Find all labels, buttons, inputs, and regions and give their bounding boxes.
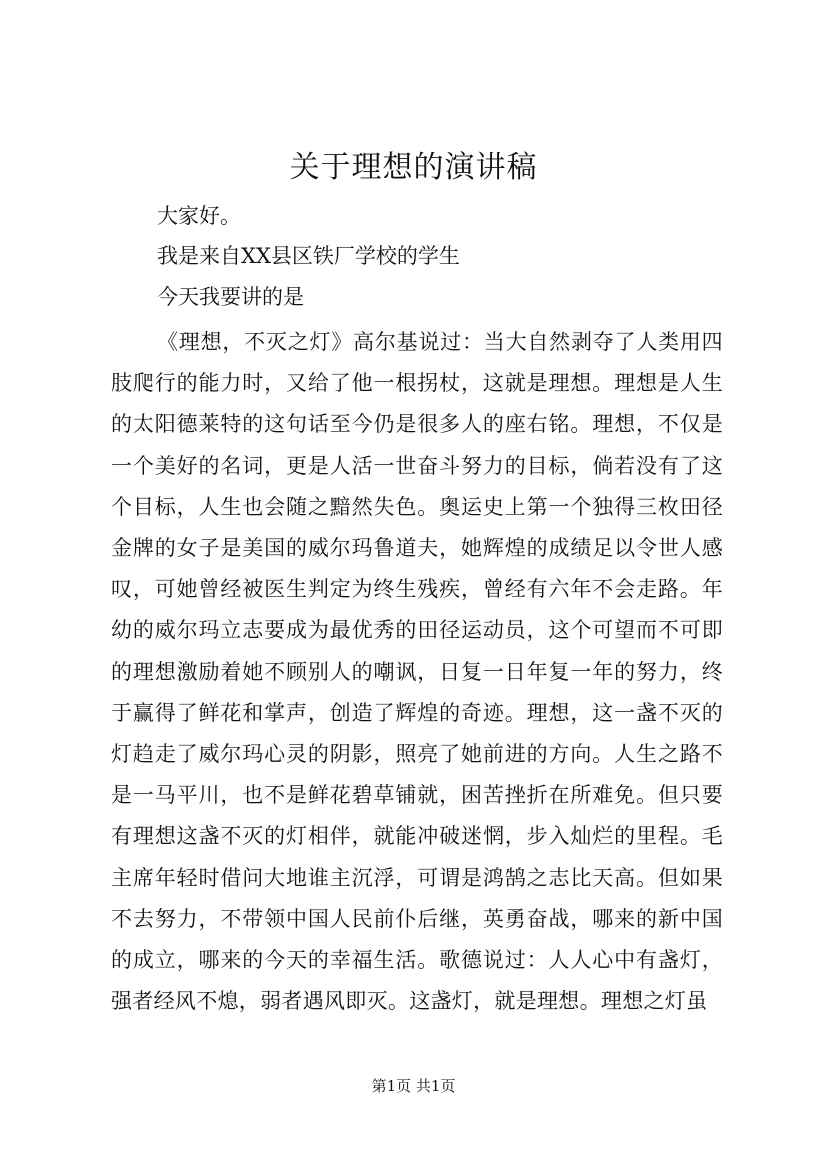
body-paragraph: 《理想，不灭之灯》高尔基说过：当大自然剥夺了人类用四肢爬行的能力时，又给了他一根拐杖，这就是理想。理想是人生的太阳德莱特的这句话至今仍是很多人的座右铭。理想，不仅是一个美好的名词，更是人活一世奋斗努力的目标，倘若没有了这个目标，人生也会随之黯然失色。奥运史上第一个独得三枚田径金牌的女子是美国的威尔玛鲁道夫，她辉煌的成绩足以令世人感叹，可她曾经被医生判定为终生残疾，曾经有六年不会走路。年幼的威尔玛立志要成为最优秀的田径运动员，这个可望而不可即的理想激励着她不顾别人的嘲讽，日复一日年复一年的努力，终于赢得了鲜花和掌声，创造了辉煌的奇迹。理想，这一盏不灭的灯趋走了威尔玛心灵的阴影，照亮了她前进的方向。人生之路不是一马平川，也不是鲜花碧草铺就，困苦挫折在所难免。但只要有理想这盏不灭的灯相伴，就能冲破迷惘，步入灿烂的里程。毛主席年轻时借问大地谁主沉浮，可谓是鸿鹄之志比天高。但如果不去努力，不带领中国人民前仆后继，英勇奋战，哪来的新中国的成立，哪来的今天的幸福生活。歌德说过：人人心中有盏灯，强者经风不熄，弱者遇风即灭。这盏灯，就是理想。理想之灯虽 [111, 330, 723, 1014]
topic-line: 今天我要讲的是 [157, 285, 304, 309]
document-title: 关于理想的演讲稿 [289, 150, 538, 185]
page-footer: 第1页 共1页 [371, 1077, 456, 1095]
intro-line: 我是来自XX县区铁厂学校的学生 [157, 244, 460, 268]
greeting-line: 大家好。 [157, 204, 241, 228]
